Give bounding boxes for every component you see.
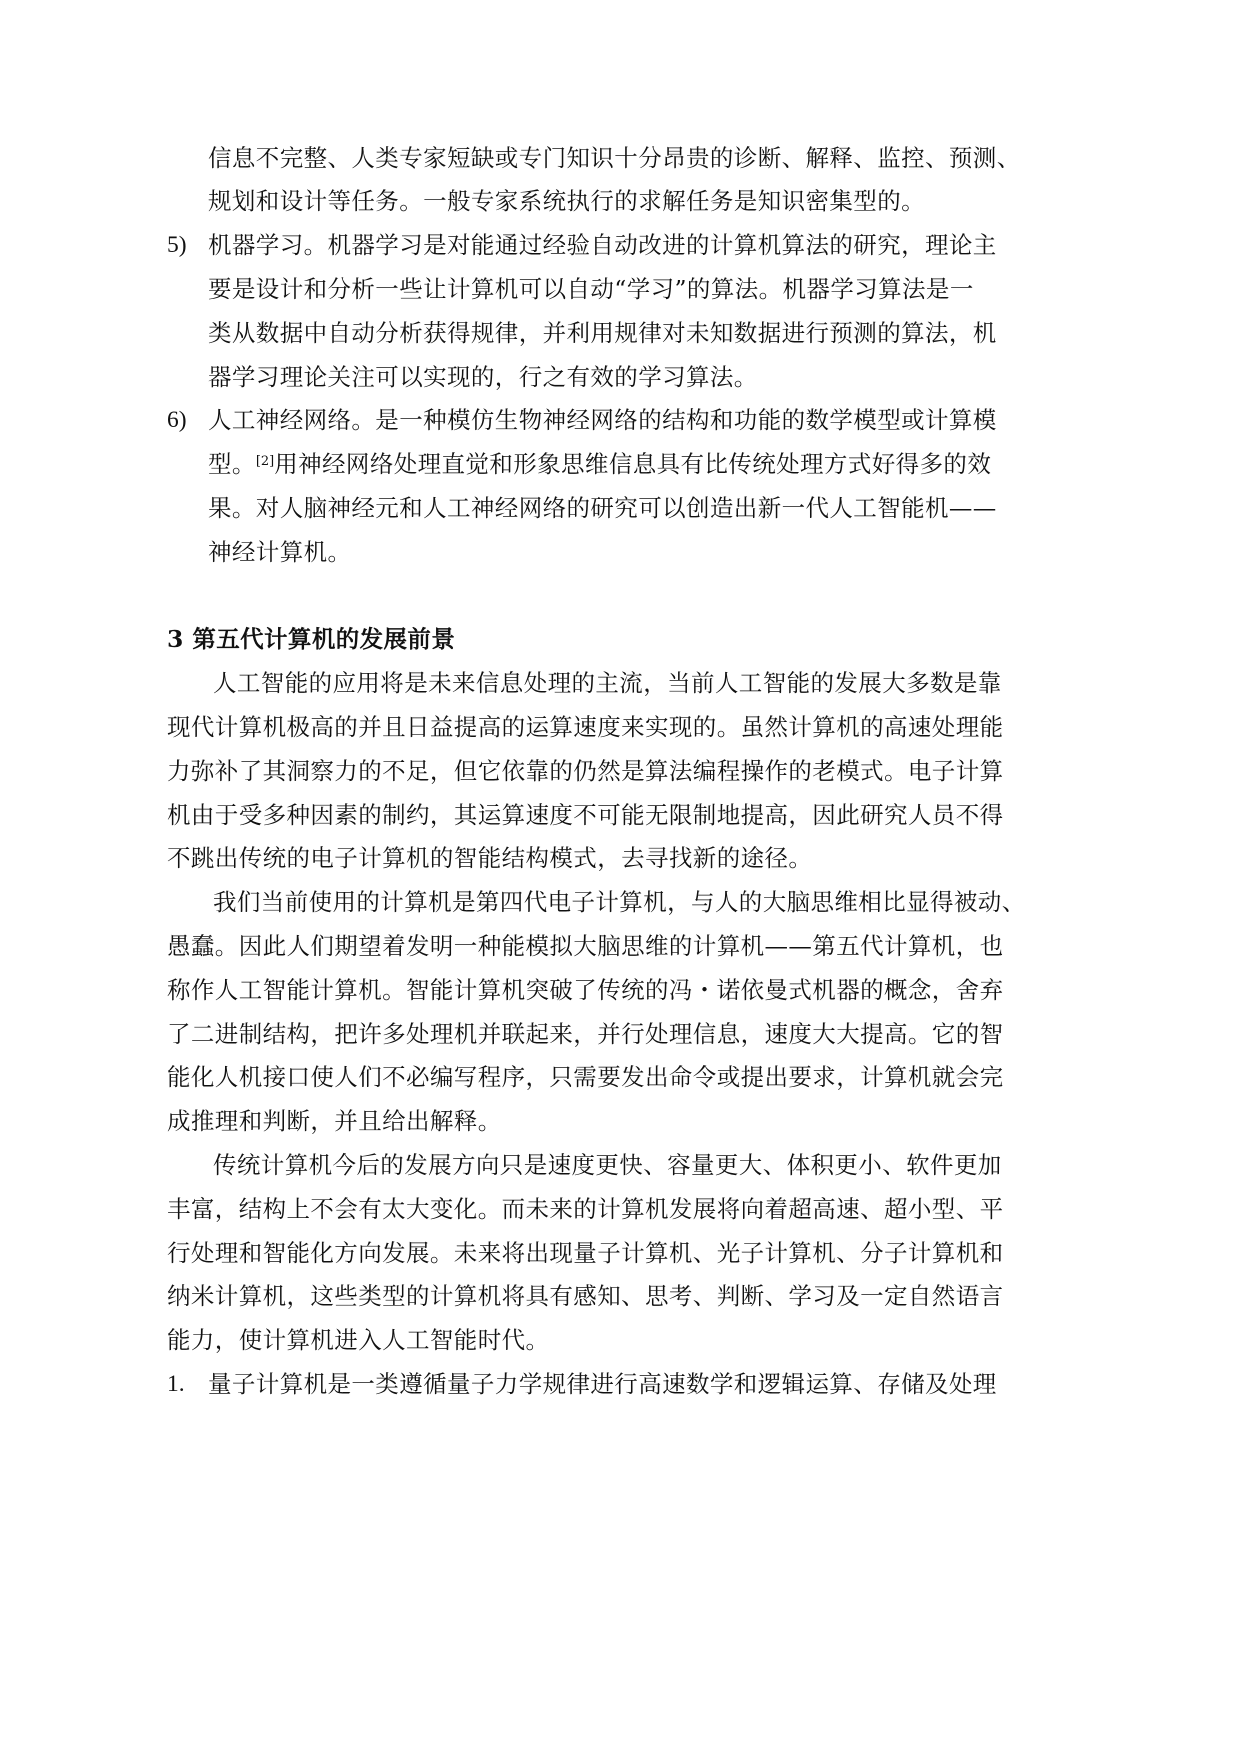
text-line: 能化人机接口使人们不必编写程序，只需要发出命令或提出要求，计算机就会完 [167, 1063, 1004, 1091]
text-line-with-citation [208, 449, 991, 479]
text-line: 机器学习。机器学习是对能通过经验自动改进的计算机算法的研究，理论主 [208, 231, 997, 259]
text-line: 人工智能的应用将是未来信息处理的主流，当前人工智能的发展大多数是靠 [213, 669, 1002, 697]
text-line: 能力，使计算机进入人工智能时代。 [167, 1326, 550, 1354]
section-heading: 3 第五代计算机的发展前景 [167, 625, 456, 653]
citation-marker: [2] [255, 454, 275, 469]
text-line: 了二进制结构，把许多处理机并联起来，并行处理信息，速度大大提高。它的智 [167, 1020, 1004, 1048]
text-line: 类从数据中自动分析获得规律，并利用规律对未知数据进行预测的算法，机 [208, 319, 997, 347]
list-item-number: 5) [167, 232, 187, 258]
text-segment: 型。 [208, 450, 256, 478]
text-line: 神经计算机。 [208, 538, 352, 566]
text-line: 行处理和智能化方向发展。未来将出现量子计算机、光子计算机、分子计算机和 [167, 1239, 1004, 1267]
text-line: 我们当前使用的计算机是第四代电子计算机，与人的大脑思维相比显得被动、 [213, 888, 1026, 916]
text-segment: 用神经网络处理直觉和形象思维信息具有比传统处理方式好得多的效 [274, 450, 992, 478]
text-line: 力弥补了其洞察力的不足，但它依靠的仍然是算法编程操作的老模式。电子计算 [167, 757, 1004, 785]
text-line: 成推理和判断，并且给出解释。 [167, 1107, 502, 1135]
text-line: 纳米计算机，这些类型的计算机将具有感知、思考、判断、学习及一定自然语言 [167, 1282, 1004, 1310]
text-line: 现代计算机极高的并且日益提高的运算速度来实现的。虽然计算机的高速处理能 [167, 713, 1004, 741]
text-line: 丰富，结构上不会有太大变化。而未来的计算机发展将向着超高速、超小型、平 [167, 1195, 1004, 1223]
text-line: 信息不完整、人类专家短缺或专门知识十分昂贵的诊断、解释、监控、预测、 [208, 144, 1021, 172]
text-line: 机由于受多种因素的制约，其运算速度不可能无限制地提高，因此研究人员不得 [167, 801, 1004, 829]
text-line: 量子计算机是一类遵循量子力学规律进行高速数学和逻辑运算、存储及处理 [208, 1370, 997, 1398]
text-line: 人工神经网络。是一种模仿生物神经网络的结构和功能的数学模型或计算模 [208, 406, 997, 434]
text-line: 器学习理论关注可以实现的，行之有效的学习算法。 [208, 363, 758, 391]
text-line: 称作人工智能计算机。智能计算机突破了传统的冯・诺依曼式机器的概念，舍弃 [167, 976, 1004, 1004]
text-line: 要是设计和分析一些让计算机可以自动“学习”的算法。机器学习算法是一 [208, 275, 974, 303]
list-item-number: 1. [167, 1371, 185, 1397]
text-line: 规划和设计等任务。一般专家系统执行的求解任务是知识密集型的。 [208, 187, 925, 215]
text-line: 果。对人脑神经元和人工神经网络的研究可以创造出新一代人工智能机—— [208, 494, 997, 522]
text-line: 传统计算机今后的发展方向只是速度更快、容量更大、体积更小、软件更加 [213, 1151, 1002, 1179]
text-line: 不跳出传统的电子计算机的智能结构模式，去寻找新的途径。 [167, 844, 813, 872]
text-line: 愚蠢。因此人们期望着发明一种能模拟大脑思维的计算机——第五代计算机，也 [167, 932, 1004, 960]
list-item-number: 6) [167, 407, 187, 433]
